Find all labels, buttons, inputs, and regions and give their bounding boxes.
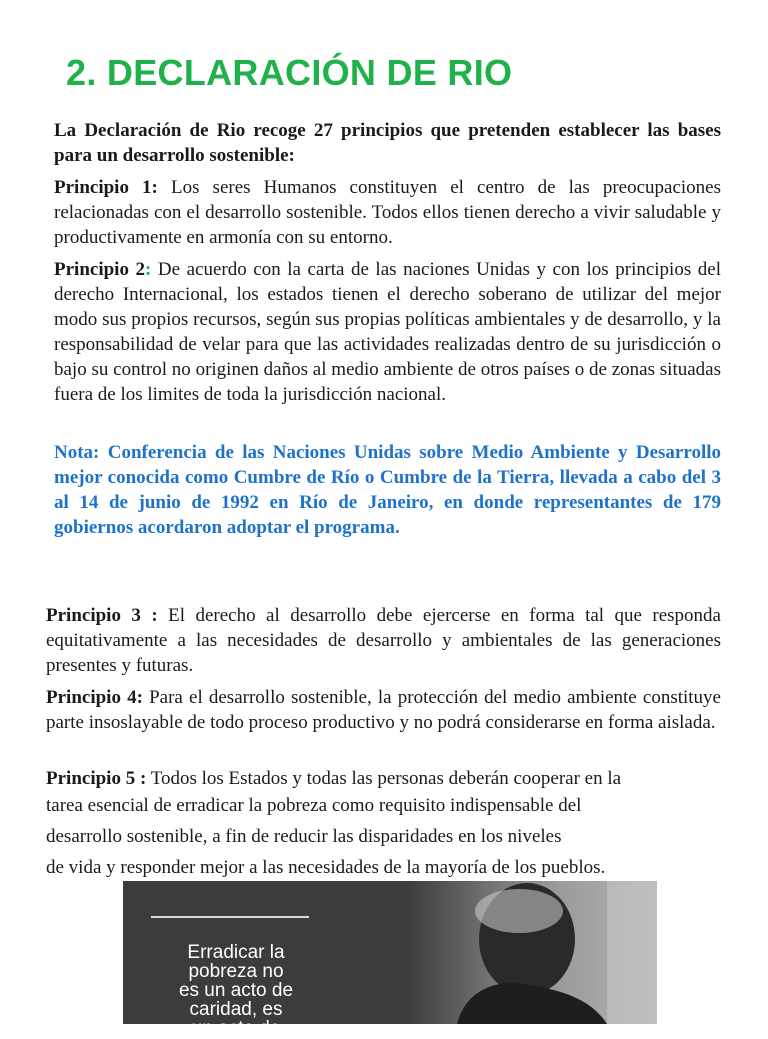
quote-text <box>141 943 331 1038</box>
note-paragraph <box>54 440 721 540</box>
principle-4-label: Principio 4: <box>46 687 143 708</box>
principle-5-text-1: Todos los Estados y todas las personas deberán cooperar en la <box>146 768 622 789</box>
quote-line-4: caridad, es <box>189 999 283 1020</box>
principle-5-label: Principio 5 : <box>46 768 147 789</box>
quote-line-5: un acto de <box>191 1018 281 1039</box>
quote-line-3: es un acto de <box>178 980 294 1001</box>
quote-line-2: pobreza no <box>188 961 284 982</box>
note-label: Nota: <box>54 442 100 463</box>
portrait-photo <box>407 881 657 1024</box>
principle-1-label: Principio 1: <box>54 177 158 198</box>
principle-5-line-2: tarea esencial de erradicar la pobreza como requisito indispensable del <box>46 795 582 816</box>
intro-paragraph: La Declaración de Rio recoge 27 principios que pretenden establecer las bases para un desarrollo sostenible: <box>54 120 721 166</box>
quote-divider <box>151 916 309 918</box>
portrait-silhouette <box>407 881 657 1024</box>
page-title: 2. DECLARACIÓN DE RIO <box>66 52 513 93</box>
principle-2-colon: : <box>145 259 152 280</box>
principle-1-text: Los seres Humanos constituyen el centro de las preocupaciones relacionadas con el desarrollo sostenible. Todos ellos tienen derecho a vivir saludable y productivamente en armonía con su entorno. <box>54 177 721 248</box>
quote-image <box>123 881 657 1039</box>
principle-3-label: Principio 3 : <box>46 605 158 626</box>
principle-4-paragraph <box>46 685 721 735</box>
principle-2-text: De acuerdo con la carta de las naciones Unidas y con los principios del derecho Internacional, los estados tienen el derecho soberano de utilizar del mejor modo sus propios recursos, según sus propias políticas ambientales y de desarrollo, y la responsabilidad de velar para que las actividades realizadas dentro de su jurisdicción o bajo su control no originen daños al medio ambiente de otros países o de zonas situadas fuera de los limites de toda la jurisdicción nacional. <box>54 259 721 405</box>
principle-5-line-4: de vida y responder mejor a las necesidades de la mayoría de los pueblos. <box>46 857 606 878</box>
principle-2-label: Principio 2 <box>54 259 145 280</box>
principle-2-paragraph <box>54 257 721 407</box>
principle-3-paragraph <box>46 603 721 678</box>
principle-1-paragraph <box>54 175 721 250</box>
principle-5-line-3: desarrollo sostenible, a fin de reducir las disparidades en los niveles <box>46 826 562 847</box>
principle-5-line-1 <box>46 766 721 791</box>
principle-3-text: El derecho al desarrollo debe ejercerse en forma tal que responda equitativamente a las necesidades de desarrollo y ambientales de las generaciones presentes y futuras. <box>46 605 721 676</box>
quote-line-1: Erradicar la <box>187 942 285 963</box>
principle-4-text: Para el desarrollo sostenible, la protección del medio ambiente constituye parte insoslayable de todo proceso productivo y no podrá considerarse en forma aislada. <box>46 687 721 733</box>
note-text: Conferencia de las Naciones Unidas sobre Medio Ambiente y Desarrollo mejor conocida como Cumbre de Río o Cumbre de la Tierra, llevada a cabo del 3 al 14 de junio de 1992 en Río de Janeiro, en donde representantes de 179 gobiernos acordaron adoptar el programa. <box>54 442 721 538</box>
